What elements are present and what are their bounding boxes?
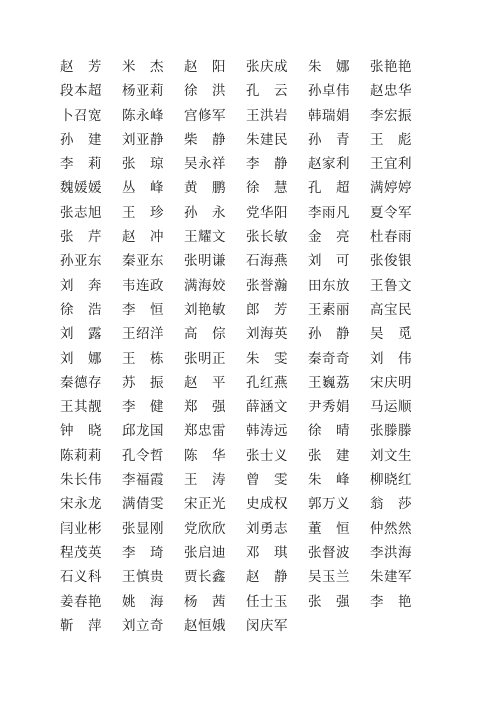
name-entry: 翁 莎 xyxy=(370,496,412,513)
name-entry: 赵 芳 xyxy=(60,59,102,75)
name-entry: 朱建民 xyxy=(246,131,288,148)
name-entry: 王素丽 xyxy=(308,301,350,318)
name-entry: 宫修军 xyxy=(184,107,226,124)
name-entry: 刘文生 xyxy=(370,447,412,464)
name-entry: 闫业彬 xyxy=(60,520,102,537)
name-list xyxy=(60,55,430,638)
name-entry: 刘海英 xyxy=(246,326,288,343)
name-entry: 李宏振 xyxy=(370,107,412,124)
name-entry: 王鲁文 xyxy=(370,277,412,294)
name-entry: 刘亚静 xyxy=(122,131,164,148)
name-entry: 黄 鹏 xyxy=(184,180,226,197)
name-entry: 韩瑞娟 xyxy=(308,107,350,124)
name-entry: 孔红燕 xyxy=(246,374,288,391)
name-entry: 陈莉莉 xyxy=(60,447,102,464)
name-entry: 李洪海 xyxy=(370,544,412,561)
name-entry: 徐 晴 xyxy=(308,423,350,440)
name-entry: 郎 芳 xyxy=(246,301,288,318)
name-entry: 朱建军 xyxy=(370,569,412,586)
name-entry: 赵家利 xyxy=(308,156,350,173)
name-entry: 吴玉兰 xyxy=(308,569,350,586)
name-entry: 张明谦 xyxy=(184,253,226,270)
name-entry: 王洪岩 xyxy=(246,107,288,124)
name-entry: 张 建 xyxy=(308,447,350,464)
name-entry: 党华阳 xyxy=(246,204,288,221)
name-entry: 孙 永 xyxy=(184,204,226,221)
name-entry: 张 芹 xyxy=(60,229,102,246)
name-entry: 高宝民 xyxy=(370,301,412,318)
name-entry: 夏令军 xyxy=(370,204,412,221)
name-entry: 柳晓红 xyxy=(370,472,412,489)
name-entry: 李 健 xyxy=(122,399,164,416)
name-entry: 张士义 xyxy=(246,447,288,464)
name-entry: 吴永祥 xyxy=(184,156,226,173)
name-entry: 张艳艳 xyxy=(370,59,412,75)
name-entry: 韩涛远 xyxy=(246,423,288,440)
name-entry: 满婷婷 xyxy=(370,180,412,197)
name-entry: 李 琦 xyxy=(122,544,164,561)
name-entry: 姜春艳 xyxy=(60,593,102,610)
name-entry: 张督波 xyxy=(308,544,350,561)
name-entry: 赵 阳 xyxy=(184,59,226,75)
name-entry: 孙 青 xyxy=(308,131,350,148)
name-entry: 王绍洋 xyxy=(122,326,164,343)
name-entry: 陈永峰 xyxy=(122,107,164,124)
name-entry: 闵庆军 xyxy=(246,617,288,634)
name-entry: 党欣欣 xyxy=(184,520,226,537)
name-entry: 刘 露 xyxy=(60,326,102,343)
name-entry: 张志旭 xyxy=(60,204,102,221)
name-entry: 李 艳 xyxy=(370,593,412,610)
name-entry: 郑忠雷 xyxy=(184,423,226,440)
name-entry: 张庆成 xyxy=(246,59,288,75)
name-entry: 田东放 xyxy=(308,277,350,294)
name-entry: 孙卓伟 xyxy=(308,83,350,100)
name-entry: 赵 冲 xyxy=(122,229,164,246)
name-entry: 韦连政 xyxy=(122,277,164,294)
name-entry: 赵恒娥 xyxy=(184,617,226,634)
name-entry: 魏媛媛 xyxy=(60,180,102,197)
name-entry: 满倩雯 xyxy=(122,496,164,513)
name-entry: 靳 萍 xyxy=(60,617,102,634)
name-entry: 徐 浩 xyxy=(60,301,102,318)
name-entry: 王巍荔 xyxy=(308,374,350,391)
name-entry: 柴 静 xyxy=(184,131,226,148)
name-entry: 钟 晓 xyxy=(60,423,102,440)
name-entry: 朱 娜 xyxy=(308,59,350,75)
name-entry: 尹秀娟 xyxy=(308,399,350,416)
name-entry: 王慎贵 xyxy=(122,569,164,586)
name-entry: 贾长鑫 xyxy=(184,569,226,586)
name-entry: 赵 平 xyxy=(184,374,226,391)
name-entry: 任士玉 xyxy=(246,593,288,610)
name-entry: 王 涛 xyxy=(184,472,226,489)
name-entry: 李 莉 xyxy=(60,156,102,173)
name-entry: 吴 觅 xyxy=(370,326,412,343)
name-entry: 杜春雨 xyxy=(370,229,412,246)
name-entry: 秦亚东 xyxy=(122,253,164,270)
name-entry: 李雨凡 xyxy=(308,204,350,221)
name-entry: 刘 奔 xyxy=(60,277,102,294)
name-entry: 赵 静 xyxy=(246,569,288,586)
name-entry: 宋永龙 xyxy=(60,496,102,513)
name-entry: 段本超 xyxy=(60,83,102,100)
name-entry: 杨 茜 xyxy=(184,593,226,610)
name-entry: 郑 强 xyxy=(184,399,226,416)
name-entry: 李 恒 xyxy=(122,301,164,318)
name-entry: 秦德存 xyxy=(60,374,102,391)
name-entry: 朱 峰 xyxy=(308,472,350,489)
name-entry: 孔令哲 xyxy=(122,447,164,464)
name-entry: 程茂英 xyxy=(60,544,102,561)
name-entry: 宋正光 xyxy=(184,496,226,513)
name-entry: 孙 静 xyxy=(308,326,350,343)
name-entry: 张誉瀚 xyxy=(246,277,288,294)
name-entry: 张长敏 xyxy=(246,229,288,246)
name-entry: 张滕滕 xyxy=(370,423,412,440)
name-entry: 孙 建 xyxy=(60,131,102,148)
name-entry: 王宜利 xyxy=(370,156,412,173)
name-entry: 刘 伟 xyxy=(370,350,412,367)
name-entry: 史成权 xyxy=(246,496,288,513)
name-entry: 薛涵文 xyxy=(246,399,288,416)
name-entry: 孙亚东 xyxy=(60,253,102,270)
name-entry: 朱 雯 xyxy=(246,350,288,367)
name-entry: 米 杰 xyxy=(122,59,164,75)
name-entry: 陈 华 xyxy=(184,447,226,464)
name-entry: 刘勇志 xyxy=(246,520,288,537)
name-entry: 宋庆明 xyxy=(370,374,412,391)
name-entry: 徐 慧 xyxy=(246,180,288,197)
name-entry: 刘立奇 xyxy=(122,617,164,634)
name-entry: 张 琼 xyxy=(122,156,164,173)
name-entry: 王 珍 xyxy=(122,204,164,221)
name-entry: 孔 云 xyxy=(246,83,288,100)
name-entry: 高 倧 xyxy=(184,326,226,343)
name-entry: 张明正 xyxy=(184,350,226,367)
name-entry: 邱龙国 xyxy=(122,423,164,440)
name-entry: 李 静 xyxy=(246,156,288,173)
name-entry: 刘艳敏 xyxy=(184,301,226,318)
name-entry: 卜召宽 xyxy=(60,107,102,124)
name-entry: 王其靓 xyxy=(60,399,102,416)
name-entry: 苏 振 xyxy=(122,374,164,391)
name-entry: 满海姣 xyxy=(184,277,226,294)
name-entry: 石海燕 xyxy=(246,253,288,270)
name-entry: 刘 可 xyxy=(308,253,350,270)
name-entry: 赵忠华 xyxy=(370,83,412,100)
name-entry: 刘 娜 xyxy=(60,350,102,367)
name-entry: 石义科 xyxy=(60,569,102,586)
name-entry: 秦奇奇 xyxy=(308,350,350,367)
name-entry: 王 彪 xyxy=(370,131,412,148)
name-entry: 杨亚莉 xyxy=(122,83,164,100)
name-entry: 李福霞 xyxy=(122,472,164,489)
name-entry: 张俊银 xyxy=(370,253,412,270)
name-entry: 张显刚 xyxy=(122,520,164,537)
name-entry: 徐 洪 xyxy=(184,83,226,100)
name-entry: 曾 雯 xyxy=(246,472,288,489)
name-entry: 邓 琪 xyxy=(246,544,288,561)
name-entry: 张 强 xyxy=(308,593,350,610)
name-entry: 王耀文 xyxy=(184,229,226,246)
name-entry: 王 栋 xyxy=(122,350,164,367)
name-entry: 郭万义 xyxy=(308,496,350,513)
name-entry: 仲然然 xyxy=(370,520,412,537)
name-entry: 马运顺 xyxy=(370,399,412,416)
name-entry: 姚 海 xyxy=(122,593,164,610)
name-entry: 董 恒 xyxy=(308,520,350,537)
name-entry: 金 亮 xyxy=(308,229,350,246)
name-entry: 丛 峰 xyxy=(122,180,164,197)
name-entry: 朱长伟 xyxy=(60,472,102,489)
name-entry: 孔 超 xyxy=(308,180,350,197)
name-entry: 张启迪 xyxy=(184,544,226,561)
